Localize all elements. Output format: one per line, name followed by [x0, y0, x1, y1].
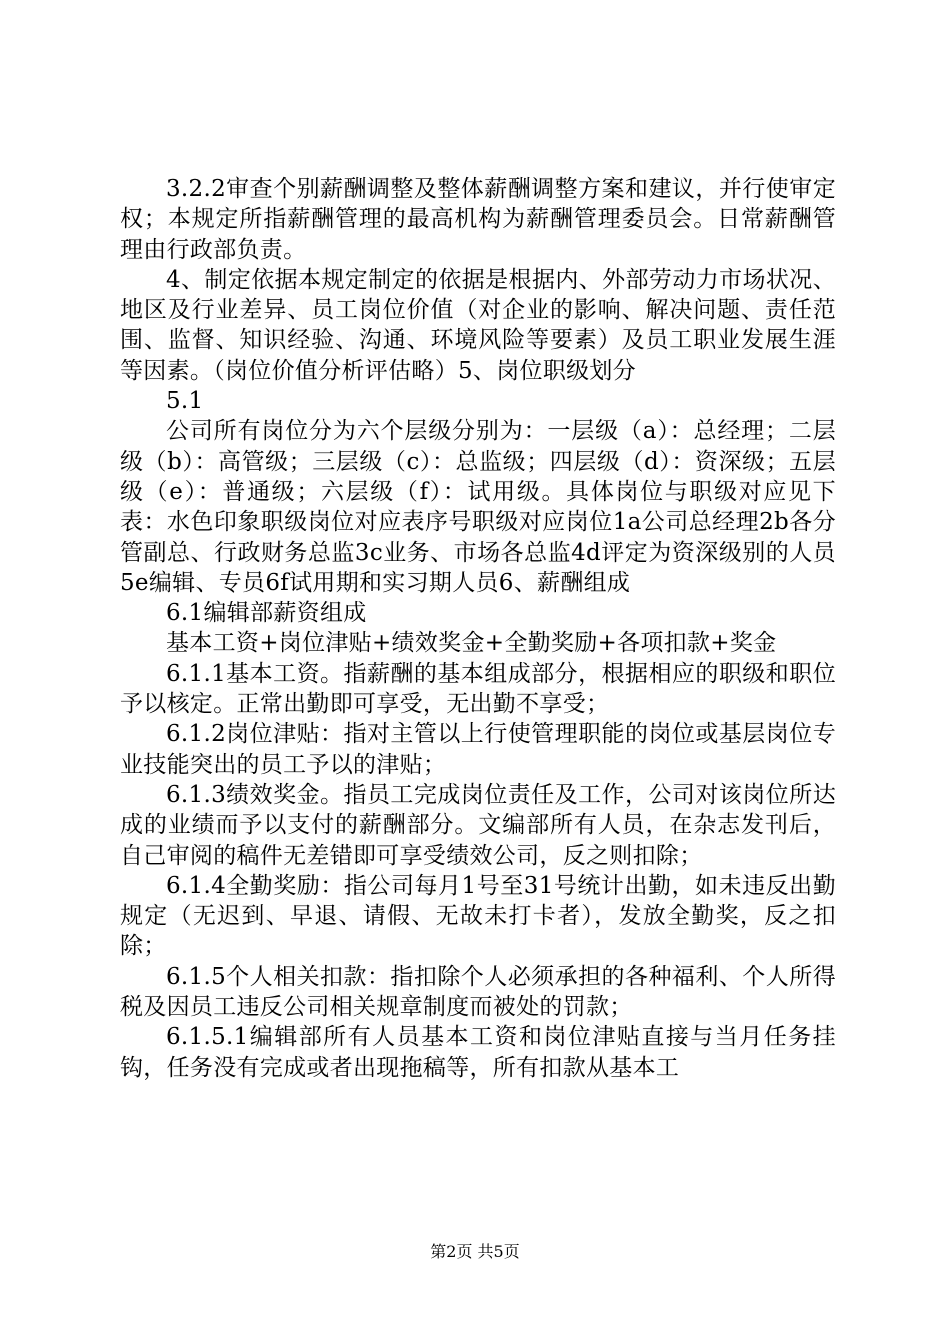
document-body [120, 174, 836, 1083]
paragraph-6-1-3: 6.1.3绩效奖金。指员工完成岗位责任及工作，公司对该岗位所达成的业绩而予以支付的薪酬部分。文编部所有人员，在杂志发刊后，自己审阅的稿件无差错即可享受绩效公司，反之则扣除； [120, 781, 836, 869]
paragraph-6-1-1: 6.1.1基本工资。指薪酬的基本组成部分，根据相应的职级和职位予以核定。正常出勤即可享受，无出勤不享受； [120, 660, 836, 718]
paragraph-5-1-heading: 5.1 [166, 388, 204, 415]
page-number-footer: 第2页 共5页 [430, 1242, 520, 1261]
paragraph-6-1-5: 6.1.5个人相关扣款：指扣除个人必须承担的各种福利、个人所得税及因员工违反公司相关规章制度而被处的罚款； [120, 963, 836, 1021]
paragraph-5-1-levels: 公司所有岗位分为六个层级分别为：一层级（a）：总经理；二层级（b）：高管级；三层级（c）：总监级；四层级（d）：资深级；五层级（e）：普通级；六层级（f）：试用级。具体岗位与职级对应见下表：水色印象职级岗位对应表序号职级对应岗位1a公司总经理2b各分管副总、行政财务总监3c业务、市场各总监4d评定为资深级别的人员5e编辑、专员6f试用期和实习期人员6、薪酬组成 [120, 418, 836, 596]
paragraph-salary-formula: 基本工资+岗位津贴+绩效奖金+全勤奖励+各项扣款+奖金 [166, 630, 777, 657]
paragraph-6-1-4: 6.1.4全勤奖励：指公司每月1号至31号统计出勤，如未违反出勤规定（无迟到、早退、请假、无故未打卡者），发放全勤奖，反之扣除； [120, 872, 836, 960]
paragraph-6-1-2: 6.1.2岗位津贴：指对主管以上行使管理职能的岗位或基层岗位专业技能突出的员工予以的津贴； [120, 721, 836, 778]
paragraph-6-1-heading: 6.1编辑部薪资组成 [166, 600, 367, 627]
paragraph-3-2-2: 3.2.2审查个别薪酬调整及整体薪酬调整方案和建议，并行使审定权；本规定所指薪酬管理的最高机构为薪酬管理委员会。日常薪酬管理由行政部负责。 [120, 176, 836, 263]
paragraph-6-1-5-1: 6.1.5.1编辑部所有人员基本工资和岗位津贴直接与当月任务挂钩，任务没有完成或者出现拖稿等，所有扣款从基本工 [120, 1024, 836, 1081]
paragraph-4-basis: 4、制定依据本规定制定的依据是根据内、外部劳动力市场状况、地区及行业差异、员工岗位价值（对企业的影响、解决问题、责任范围、监督、知识经验、沟通、环境风险等要素）及员工职业发展生涯等因素。（岗位价值分析评估略）5、岗位职级划分 [120, 266, 836, 384]
